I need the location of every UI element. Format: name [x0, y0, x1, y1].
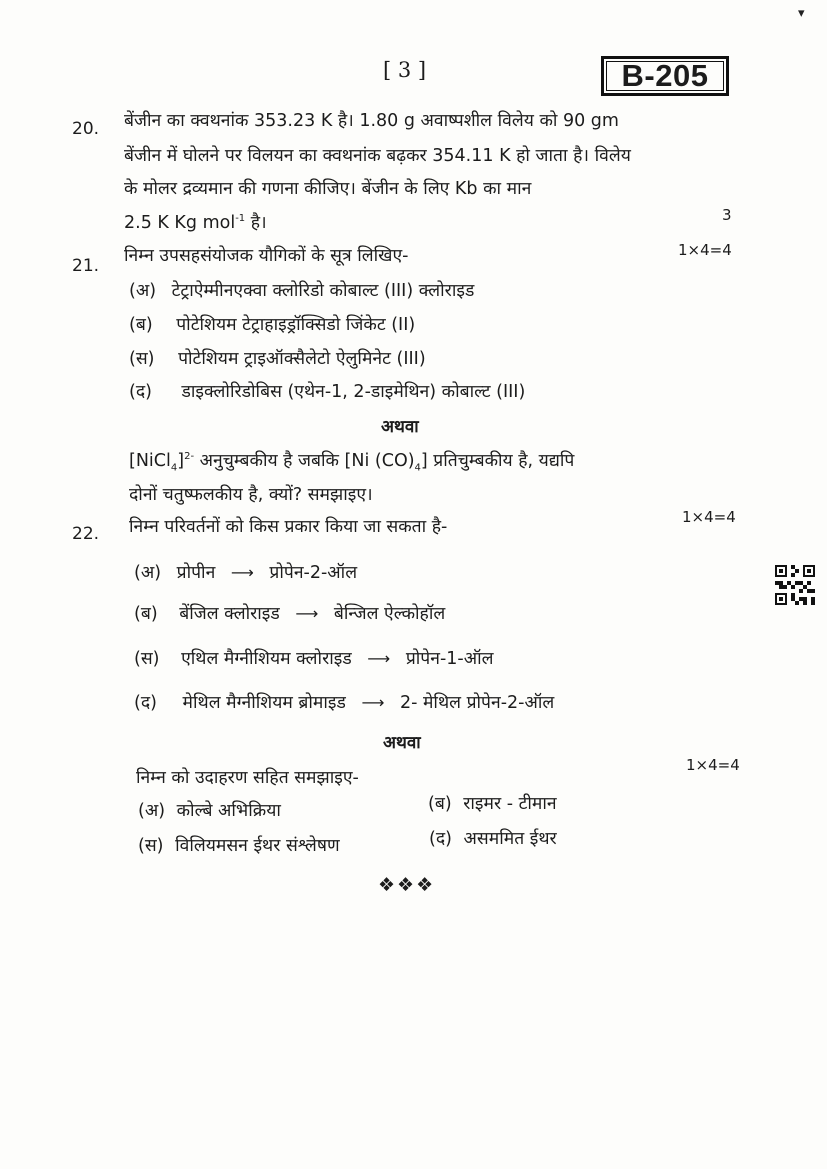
q21-item-a	[129, 278, 474, 302]
q21-item-d	[129, 379, 525, 403]
q21-item-b	[129, 312, 415, 336]
q22-item-a-from: प्रोपीन	[176, 563, 216, 583]
q22-item-a-label: (अ)	[134, 563, 162, 583]
q20-number: 20.	[72, 119, 100, 139]
q22-alt-item-b-label: (ब)	[428, 794, 452, 814]
q21-number: 21.	[72, 256, 100, 276]
q21-item-c-label: (स)	[129, 349, 155, 369]
q22-alt-item-b-text: राइमर - टीमान	[463, 794, 557, 814]
q22-item-c	[134, 646, 494, 670]
q20-line4-sup: -1	[235, 213, 246, 225]
q22-item-b-arrow: ⟶	[295, 604, 319, 623]
q21-item-c-text: पोटेशियम ट्राइऑक्सैलेटो ऐलुमिनेट (III)	[178, 349, 426, 369]
q21-or-label: अथवा	[381, 417, 419, 437]
paper-code-box: B-205	[601, 56, 729, 96]
q20-line4-end: है।	[245, 213, 267, 233]
q21-item-d-text: डाइक्लोरिडोबिस (एथेन-1, 2-डाइमेथिन) कोबाल्ट (III)	[181, 382, 526, 402]
q22-alt-item-c-text: विलियमसन ईथर संश्लेषण	[175, 836, 340, 856]
end-ornament: ❖❖❖	[378, 874, 436, 896]
qr-code-icon	[775, 565, 815, 605]
q22-item-a-to: प्रोपेन-2-ऑल	[269, 563, 358, 583]
q21-alt-part1: [NiCl	[129, 451, 171, 471]
page-number: [ 3 ]	[383, 58, 427, 82]
q22-item-d-to: 2- मेथिल प्रोपेन-2-ऑल	[399, 693, 555, 713]
q22-alt-marks: 1×4=4	[686, 756, 740, 774]
q22-alt-item-d-label: (द)	[429, 829, 452, 849]
q22-alt-item-d-text: असममित ईथर	[463, 829, 557, 849]
q21-alt-line2: दोनों चतुष्फलकीय है, क्यों? समझाइए।	[129, 485, 373, 505]
q22-alt-title: निम्न को उदाहरण सहित समझाइए-	[136, 768, 359, 788]
q22-alt-item-c-label: (स)	[138, 836, 164, 856]
q22-item-a-arrow: ⟶	[230, 563, 254, 582]
q22-alt-item-a	[138, 798, 281, 822]
q21-alt-part4: ] प्रतिचुम्बकीय है, यद्यपि	[420, 451, 575, 471]
q22-alt-item-b	[428, 791, 557, 815]
q22-alt-item-c	[138, 833, 340, 857]
q20-line2: बेंजीन में घोलने पर विलयन का क्वथनांक बढ़कर 354.11 K हो जाता है। विलेय	[124, 146, 631, 166]
q20-line1: बेंजीन का क्वथनांक 353.23 K है। 1.80 g अवाष्पशील विलेय को 90 gm	[124, 111, 619, 131]
q20-line4	[124, 210, 267, 234]
q22-alt-item-d	[429, 826, 557, 850]
q22-item-c-arrow: ⟶	[367, 649, 391, 668]
q22-item-b-to: बेन्जिल ऐल्कोहॉल	[333, 604, 446, 624]
q21-alt-sub1: 4	[170, 462, 178, 474]
q20-line3: के मोलर द्रव्यमान की गणना कीजिए। बेंजीन के लिए Kb का मान	[124, 179, 532, 199]
q20-line4-main: 2.5 K Kg mol	[124, 213, 236, 233]
q21-alt-sub2: 4	[414, 462, 421, 474]
q21-item-c	[129, 346, 426, 370]
q22-item-d-label: (द)	[134, 693, 157, 713]
q20-marks: 3	[722, 206, 732, 224]
q22-item-b	[134, 601, 445, 625]
q21-item-b-label: (ब)	[129, 315, 153, 335]
q21-alt-part2: ]	[177, 451, 185, 471]
q22-title: निम्न परिवर्तनों को किस प्रकार किया जा सकता है-	[129, 517, 448, 537]
q22-item-d-from: मेथिल मैग्नीशियम ब्रोमाइड	[182, 693, 346, 713]
q22-alt-item-a-text: कोल्बे अभिक्रिया	[176, 801, 281, 821]
q21-marks: 1×4=4	[678, 241, 732, 259]
corner-mark: ▾	[798, 6, 805, 21]
q22-item-d-arrow: ⟶	[361, 693, 385, 712]
q22-item-c-label: (स)	[134, 649, 160, 669]
q22-alt-item-a-label: (अ)	[138, 801, 166, 821]
q21-alt-line1	[129, 448, 574, 474]
q22-item-b-label: (ब)	[134, 604, 158, 624]
q21-item-d-label: (द)	[129, 382, 152, 402]
q22-number: 22.	[72, 524, 100, 544]
q22-item-a	[134, 560, 357, 584]
q22-item-b-from: बेंजिल क्लोराइड	[179, 604, 280, 624]
q21-item-a-label: (अ)	[129, 281, 157, 301]
q22-item-c-to: प्रोपेन-1-ऑल	[405, 649, 494, 669]
q22-item-c-from: एथिल मैग्नीशियम क्लोराइड	[181, 649, 352, 669]
q22-marks: 1×4=4	[682, 508, 736, 526]
q21-item-a-text: टेट्राऐम्मीनएक्वा क्लोरिडो कोबाल्ट (III) क्लोराइड	[171, 281, 475, 301]
q21-alt-sup1: 2-	[184, 451, 195, 463]
q21-title: निम्न उपसहसंयोजक यौगिकों के सूत्र लिखिए-	[124, 246, 409, 266]
q22-or-label: अथवा	[383, 733, 421, 753]
q21-alt-part3: अनुचुम्बकीय है जबकि [Ni (CO)	[194, 451, 415, 471]
q21-item-b-text: पोटेशियम टेट्राहाइड्रॉक्सिडो जिंकेट (II)	[176, 315, 416, 335]
q22-item-d	[134, 690, 554, 714]
